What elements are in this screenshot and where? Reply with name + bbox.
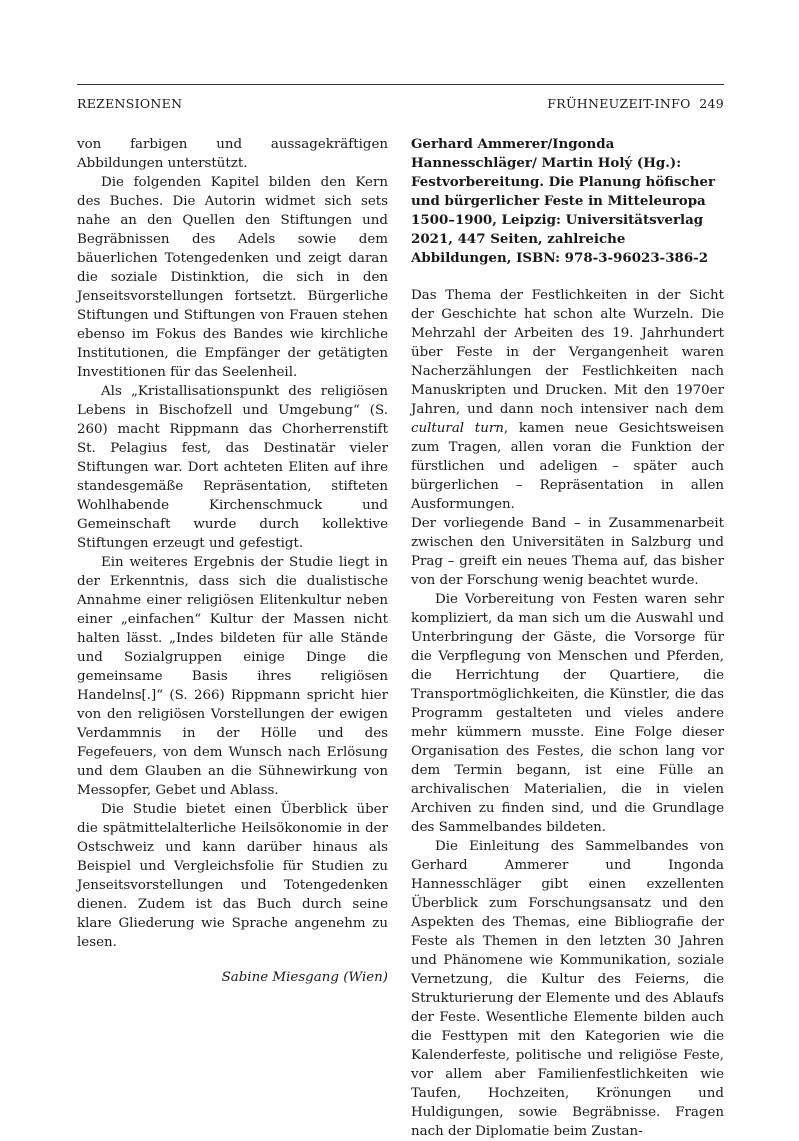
reviewer-signature: Sabine Miesgang (Wien) <box>221 970 388 985</box>
paragraph: Als „Kristallisationspunkt des religiösen Lebens in Bischofzell und Umgebung“ (S. 260) macht Rippmann das Chorherrenstift St. Pelagius fest, das Destinatär vieler Stiftungen war. Dort achteten Eliten auf ihre standesgemäße Repräsentation, stifteten Wohlhabende Kirchenschmuck und Gemeinschaft wurde durch kollektive Stiftungen erzeugt und gefestigt. <box>77 384 388 551</box>
right-column <box>411 135 724 1141</box>
paragraph: von farbigen und aussagekräftigen Abbildungen unterstützt. <box>77 137 388 171</box>
journal-title: FRÜHNEUZEIT-INFO <box>547 96 691 111</box>
paragraph: Die Studie bietet einen Überblick über die spätmittelalterliche Heilsökonomie in der Ostschweiz und kann darüber hinaus als Beispiel und Vergleichsfolie für Studien zu Jenseitsvorstellungen und Totengedenken dienen. Zudem ist das Buch durch seine klare Gliederung wie Sprache angenehm zu lesen. <box>77 802 388 950</box>
paragraph <box>411 286 724 514</box>
section-title: REZENSIONEN <box>77 96 183 111</box>
paragraph: Die folgenden Kapitel bilden den Kern des Buches. Die Autorin widmet sich sets nahe an den Quellen den Stiftungen und Begräbnissen des Adels sowie dem bäuerlichen Totengedenken und zeigt daran die soziale Distinktion, die sich in den Jenseitsvorstellungen fortsetzt. Bürgerliche Stiftungen und Stiftungen von Frauen stehen ebenso im Fokus des Bandes wie kirchliche Institutionen, die Empfänger der getätigten Investitionen für das Seelenheil. <box>77 175 388 380</box>
text-run: , kamen neue Gesichtsweisen zum Tragen, allen voran die Funktion der fürstlichen und adeligen – später auch bürgerlichen – Repräsentation in allen Ausformungen. <box>411 421 724 512</box>
left-column <box>77 135 388 987</box>
page-number: 249 <box>699 96 724 111</box>
text-run: Das Thema der Festlichkeiten in der Sicht der Geschichte hat schon alte Wurzeln. Die Mehrzahl der Arbeiten des 19. Jahrhundert über Feste in der Vergangenheit waren Nacherzählungen der Festlichkeiten nach Manuskripten und Drucken. Mit den 1970er Jahren, und dann noch intensiver nach dem <box>411 288 724 417</box>
paragraph: Ein weiteres Ergebnis der Studie liegt in der Erkenntnis, dass sich die dualistische Annahme einer religiösen Elitenkultur neben einer „einfachen“ Kultur der Massen nicht halten lässt. „Indes bildeten für alle Stände und Sozialgruppen einige Dinge die gemeinsame Basis ihres religiösen Handelns[.]“ (S. 266) Rippmann spricht hier von den religiösen Vorstellungen der ewigen Verdammnis in der Hölle und des Fegefeuers, von dem Wunsch nach Erlösung und dem Glauben an die Sühnewirkung von Messopfer, Gebet und Ablass. <box>77 555 388 798</box>
paragraph: Die Einleitung des Sammelbandes von Gerhard Ammerer und Ingonda Hannesschläger gibt einen exzellenten Überblick zum Forschungsansatz und den Aspekten des Themas, eine Bibliografie der Feste als Themen in den letzten 30 Jahren und Phänomene wie Kommunikation, soziale Vernetzung, die Kultur des Feierns, die Strukturierung der Elemente und des Ablaufs der Feste. Wesentliche Elemente bilden auch die Festtypen mit den Kategorien wie die Kalenderfeste, politische und religiöse Feste, vor allem aber Familienfestlichkeiten wie Taufen, Hochzeiten, Krönungen und Huldigungen, sowie Begräbnisse. Fragen nach der Diplomatie beim Zustan- <box>411 839 724 1139</box>
italic-term: cultural turn <box>411 421 504 436</box>
header-rule <box>77 84 724 85</box>
journal-page <box>547 96 724 111</box>
paragraph: Der vorliegende Band – in Zusammenarbeit zwischen den Universitäten in Salzburg und Prag – greift ein neues Thema auf, das bisher von der Forschung wenig beachtet wurde. <box>411 516 724 588</box>
book-citation: Gerhard Ammerer/Ingonda Hannesschläger/ Martin Holý (Hg.): Festvorbereitung. Die Planung höfischer und bürgerlicher Feste in Mitteleuropa 1500–1900, Leipzig: Universitätsverlag 2021, 447 Seiten, zahlreiche Abbildungen, ISBN: 978-3-96023-386-2 <box>411 136 716 266</box>
running-head <box>77 96 724 111</box>
paragraph: Die Vorbereitung von Festen waren sehr kompliziert, da man sich um die Auswahl und Unterbringung der Gäste, die Vorsorge für die Verpflegung von Menschen und Pferden, die Herrichtung der Quartiere, die Transportmöglichkeiten, die Künstler, die das Programm gestalteten und vieles andere mehr kümmern musste. Eine Folge dieser Organisation des Festes, die schon lang vor dem Termin begann, ist eine Fülle an archivalischen Materialien, die in vielen Archiven zu finden sind, und die Grundlage des Sammelbandes bildeten. <box>411 592 724 835</box>
